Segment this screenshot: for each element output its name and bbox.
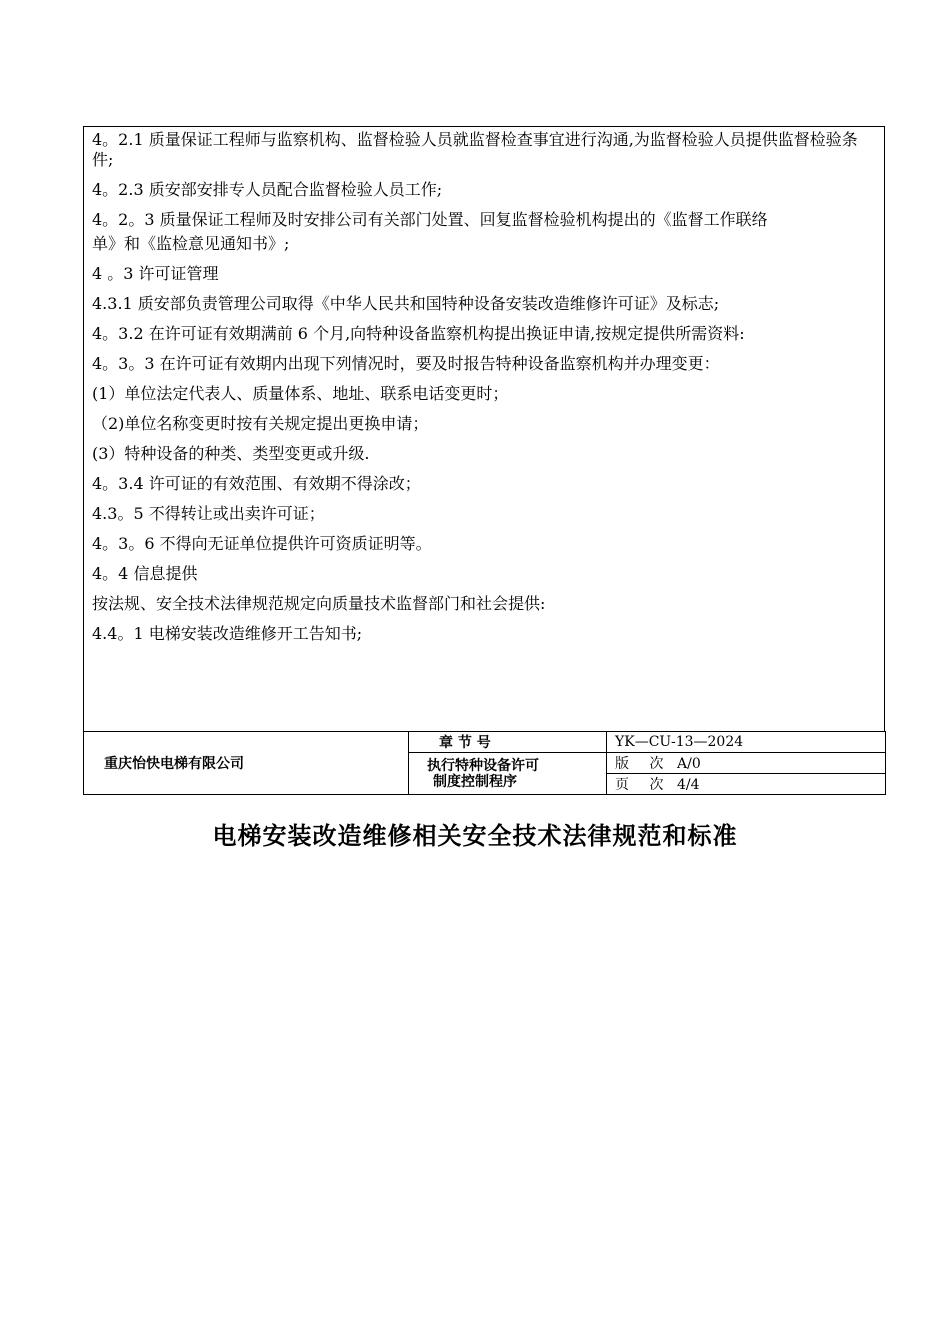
section-title [409, 753, 607, 795]
edition-label: 版 次 [615, 756, 672, 772]
section-title-line1: 执行特种设备许可 [427, 757, 539, 774]
body-line: 4。2.1 质量保证工程师与监察机构、监督检验人员就监督检查事宜进行沟通,为监督检验人员提供监督检验条件; [92, 130, 858, 169]
document-number: YK—CU-13—2024 [607, 732, 886, 753]
body-line: （2)单位名称变更时按有关规定提出更换申请； [92, 414, 429, 433]
company-name: 重庆怡快电梯有限公司 [84, 732, 409, 795]
edition-value: A/0 [677, 756, 701, 772]
body-line: 单》和《监检意见通知书》; [92, 234, 290, 253]
body-line: 按法规、安全技术法律规范规定向质量技术监督部门和社会提供: [92, 594, 546, 613]
page-label: 页 次 [615, 777, 672, 793]
body-line: 4.3.1 质安部负责管理公司取得《中华人民共和国特种设备安装改造维修许可证》及标志; [92, 294, 720, 313]
body-line: 4。3.2 在许可证有效期满前 6 个月,向特种设备监察机构提出换证申请,按规定提供所需资料: [92, 324, 745, 343]
page-cell [607, 774, 886, 795]
body-line: 4。3。3 在许可证有效期内出现下列情况时，要及时报告特种设备监察机构并办理变更： [92, 354, 720, 373]
body-line: 4。4 信息提供 [92, 564, 198, 583]
procedure-text-box [83, 126, 885, 731]
edition-cell [607, 753, 886, 774]
section-number-label: 章 节 号 [409, 732, 607, 753]
body-line: (3）特种设备的种类、类型变更或升级. [92, 444, 370, 463]
body-line: 4 。3 许可证管理 [92, 264, 219, 283]
body-line: 4。2。3 质量保证工程师及时安排公司有关部门处置、回复监督检验机构提出的《监督工作联络 [92, 210, 768, 229]
body-line: 4.3。5 不得转让或出卖许可证； [92, 504, 325, 523]
body-line: 4。2.3 质安部安排专人员配合监督检验人员工作; [92, 180, 443, 199]
section-title-line2: 制度控制程序 [433, 773, 517, 790]
page-value: 4/4 [677, 777, 700, 793]
body-line: 4。3。6 不得向无证单位提供许可资质证明等。 [92, 534, 432, 553]
document-footer-table [83, 731, 886, 795]
body-line: 4。3.4 许可证的有效范围、有效期不得涂改； [92, 474, 421, 493]
body-line: 4.4。1 电梯安装改造维修开工告知书; [92, 624, 363, 643]
next-section-title: 电梯安装改造维修相关安全技术法律规范和标准 [212, 822, 738, 850]
body-line: (1）单位法定代表人、质量体系、地址、联系电话变更时； [92, 384, 509, 403]
